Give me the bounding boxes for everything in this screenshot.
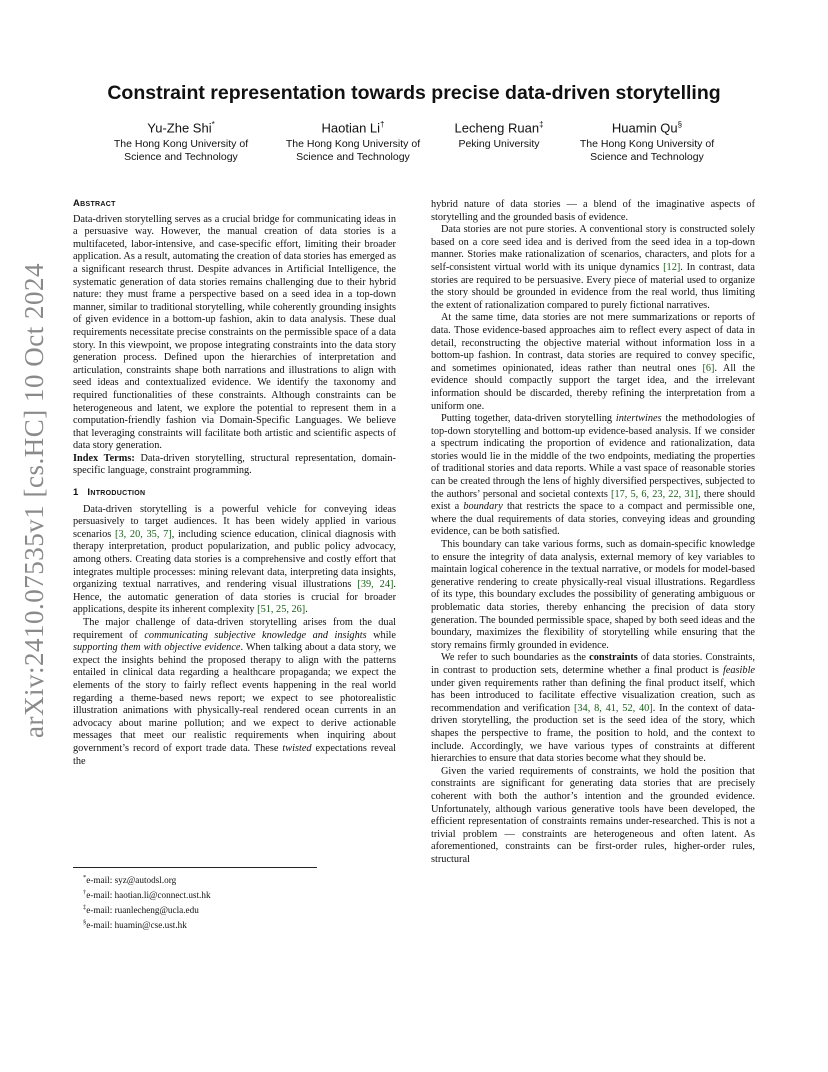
footnote: †e-mail: haotian.li@connect.ust.hk: [83, 888, 211, 900]
arxiv-identifier-stamp: [14, 262, 54, 738]
citation-link[interactable]: [3, 20, 35, 7]: [115, 528, 172, 540]
author-affiliation: The Hong Kong University of Science and Technology: [579, 138, 715, 163]
author-2: [273, 117, 433, 163]
author-affiliation: The Hong Kong University of Science and Technology: [113, 138, 249, 163]
abstract-heading: Abstract: [73, 198, 116, 209]
footnote: §e-mail: huamin@cse.ust.hk: [83, 918, 187, 930]
footnote: *e-mail: syz@autodsl.org: [83, 874, 177, 886]
right-paragraph-1: Data stories are not pure stories. A conventional story is constructed solely based on a core seed idea and is derived from the seed idea in a top-down manner. Stories make rationalization of scenarios, characters, and plots for a self-consistent virtual world with its unique dynamics [12]. In contrast, data stories are required to be persuasive. Every piece of material used to organize the story should be grounded in evidence from the real world, thus limiting the extent of rationalization compared to purely fictional narratives.: [431, 224, 755, 311]
right-paragraph-6: Given the varied requirements of constraints, we hold the position that constraints are significant for generating data stories that are precisely coherent with both the author’s intention and the grounded evidence. Unfortunately, although various generative tools have been developed, the efficient representation of constraints remains under-researched. This is not a trivial problem — constraints are heterogeneous and often latent. As aforementioned, constraints can be first-order rules, higher-order rules, structural: [431, 765, 755, 865]
author-affiliation: Peking University: [458, 138, 540, 151]
index-terms-text: Data-driven storytelling, structural representation, domain-specific language, constraint programming.: [73, 452, 396, 477]
right-paragraph-2: At the same time, data stories are not mere summarizations or reports of data. Those evidence-based approaches aim to reflect every aspect of data in detail, reconstructing the objective material without information loss in a bottom-up fashion. In contrast, data stories are required to convey specific, and sometimes opinionated, ideas rather than neutral ones [6]. All the evidence should compactly support the target idea, and the irrelevant information should be discarded, thereby refining the interpretation from a uniform one.: [431, 312, 755, 412]
citation-link[interactable]: [34, 8, 41, 52, 40]: [573, 702, 653, 714]
citation-link[interactable]: [6]: [702, 362, 715, 374]
right-paragraph-4: This boundary can take various forms, such as domain-specific knowledge to ensure the integrity of data analysis, external memory of key variables to maintain logical coherence in the textual narrative, or models for model-based generative rendering to create physically-real visual illustrations. Regardless of its type, this boundary excludes the possibility of generating ambiguous or problematic data stories, thereby enhancing the precision of data story generation. The bounded permissible space, shaped by both seed ideas and the boundary, maximizes the flexibility of storytelling while ensuring that the story remains firmly grounded in evidence.: [431, 539, 755, 651]
author-name: Yu-Zhe Shi: [147, 120, 212, 136]
section-number: 1: [73, 487, 79, 499]
index-terms: [73, 453, 396, 478]
author-1: [101, 117, 261, 163]
author-affiliation: The Hong Kong University of Science and Technology: [285, 138, 421, 163]
citation-link[interactable]: [51, 25, 26]: [257, 604, 306, 616]
introduction-heading: [73, 487, 396, 500]
intro-paragraph-2: The major challenge of data-driven storytelling arises from the dual requirement of communicating subjective knowledge and insights while supporting them with objective evidence. When talking about a data story, we expect the insights behind the proposed therapy to align with the patterns entailed in clinical data regarding a healthcare propaganda; we expect the elements of the story to fairly reflect events happening in the real world regarding a theme-based news report; we expect to see photorealistic illustration animations with physically-real rendered ocean currents in an advocacy about marine pollution; and we expect to derive actionable messages that meet our realistic requirements when inquiring about government’s record of export trade data. These twisted expectations reveal the: [73, 617, 396, 767]
author-mark: †: [380, 120, 385, 129]
left-column: [73, 198, 396, 768]
citation-link[interactable]: [17, 5, 6, 23, 22, 31]: [611, 488, 699, 500]
author-3: [419, 117, 579, 151]
citation-link[interactable]: [39, 24]: [357, 579, 394, 591]
abstract-text: Data-driven storytelling serves as a crucial bridge for communicating ideas in a persuasive way. However, the manual creation of data stories is a multifaceted, labor-intensive, and case-specific effort, limiting their broader application. As a result, automating the creation of data stories has emerged as a significant research thrust. Despite advances in Artificial Intelligence, the systematic generation of data stories remains challenging due to their hybrid nature: they must frame a perspective based on a seed idea in a top-down manner, similar to traditional storytelling, while coherently grounding insights of given evidence in a bottom-up fashion, akin to data analysis. These dual requirements necessitate precise constraints on the permissible space of a data story. In this viewpoint, we propose integrating constraints into the data story generation process. Defined upon the hierarchies of interpretation and articulation, constraints shape both narrations and illustrations to align with seed ideas and contextualized evidence. We identify the taxonomy and required functionalities of these constraints. Although constraints can be heterogeneous and latent, we explore the potential to represent them in a computation-friendly fashion via Domain-Specific Languages. We believe that leveraging constraints will facilitate both artistic and scientific aspects of data story generation.: [73, 213, 396, 452]
footnote-divider: [73, 867, 317, 868]
footnote: ‡e-mail: ruanlecheng@ucla.edu: [83, 903, 199, 915]
index-terms-label: Index Terms:: [73, 452, 135, 464]
right-paragraph-3: Putting together, data-driven storytelling intertwines the methodologies of top-down storytelling and bottom-up evidence-based analysis. If we consider a spectrum indicating the proportion of evidence and rationalization, data stories would lie in the middle of the two endpoints, mediating the properties of traditional stories and data reports. While a vast space of reasonable stories can be created through the lens of highly diversified perspectives, subjected to the authors’ personal and societal contexts [17, 5, 6, 23, 22, 31], there should exist a boundary that restricts the space to a compact and permissible one, where the dual requirements of data stories, conveying ideas and grounding evidence, can be both satisfied.: [431, 413, 756, 538]
author-mark: *: [211, 120, 215, 129]
author-4: [567, 117, 727, 163]
intro-paragraph-1: Data-driven storytelling is a powerful vehicle for conveying ideas persuasively to target audiences. It has been widely applied in various scenarios [3, 20, 35, 7], including science education, clinical diagnosis with therapy interpretation, product popularization, and public policy advocacy, among others. Creating data stories is a comprehensive and costly effort that integrates multiple processes: mining relevant data, interpreting data insights, organizing textual narratives, and rendering visual illustrations [39, 24]. Hence, the automatic generation of data stories is crucial for broader applications, despite its inherent complexity [51, 25, 26].: [73, 503, 396, 616]
author-name: Huamin Qu: [611, 120, 678, 136]
right-paragraph-5: We refer to such boundaries as the constraints of data stories. Constraints, in contrast to production sets, determine whether a final product is feasible under given requirements rather than defining the final product itself, which has been introduced to facilitate effective visualization creation, such as recommendation and verification [34, 8, 41, 52, 40]. In the context of data-driven storytelling, the production set is the seed idea of the story, which shapes the perspective to frame, the position to hold, and the context to include. Accordingly, we have various types of constraints at different hierarchies to ensure that data stories become what they should be.: [431, 652, 755, 765]
author-name: Lecheng Ruan: [454, 120, 540, 136]
author-mark: §: [677, 120, 683, 129]
citation-link[interactable]: [12]: [663, 261, 681, 273]
paragraph-continuation: hybrid nature of data stories — a blend of the imaginative aspects of storytelling and the grounded basis of evidence.: [431, 199, 755, 223]
author-mark: ‡: [539, 120, 544, 129]
arxiv-identifier-text: arXiv:2410.07535v1 [cs.HC] 10 Oct 2024: [18, 262, 49, 738]
footnotes: [83, 872, 211, 931]
right-column: [431, 199, 755, 866]
section-title: Introduction: [87, 487, 146, 499]
author-name: Haotian Li: [321, 120, 381, 136]
paper-title: Constraint representation towards precise data-driven storytelling: [107, 82, 721, 104]
